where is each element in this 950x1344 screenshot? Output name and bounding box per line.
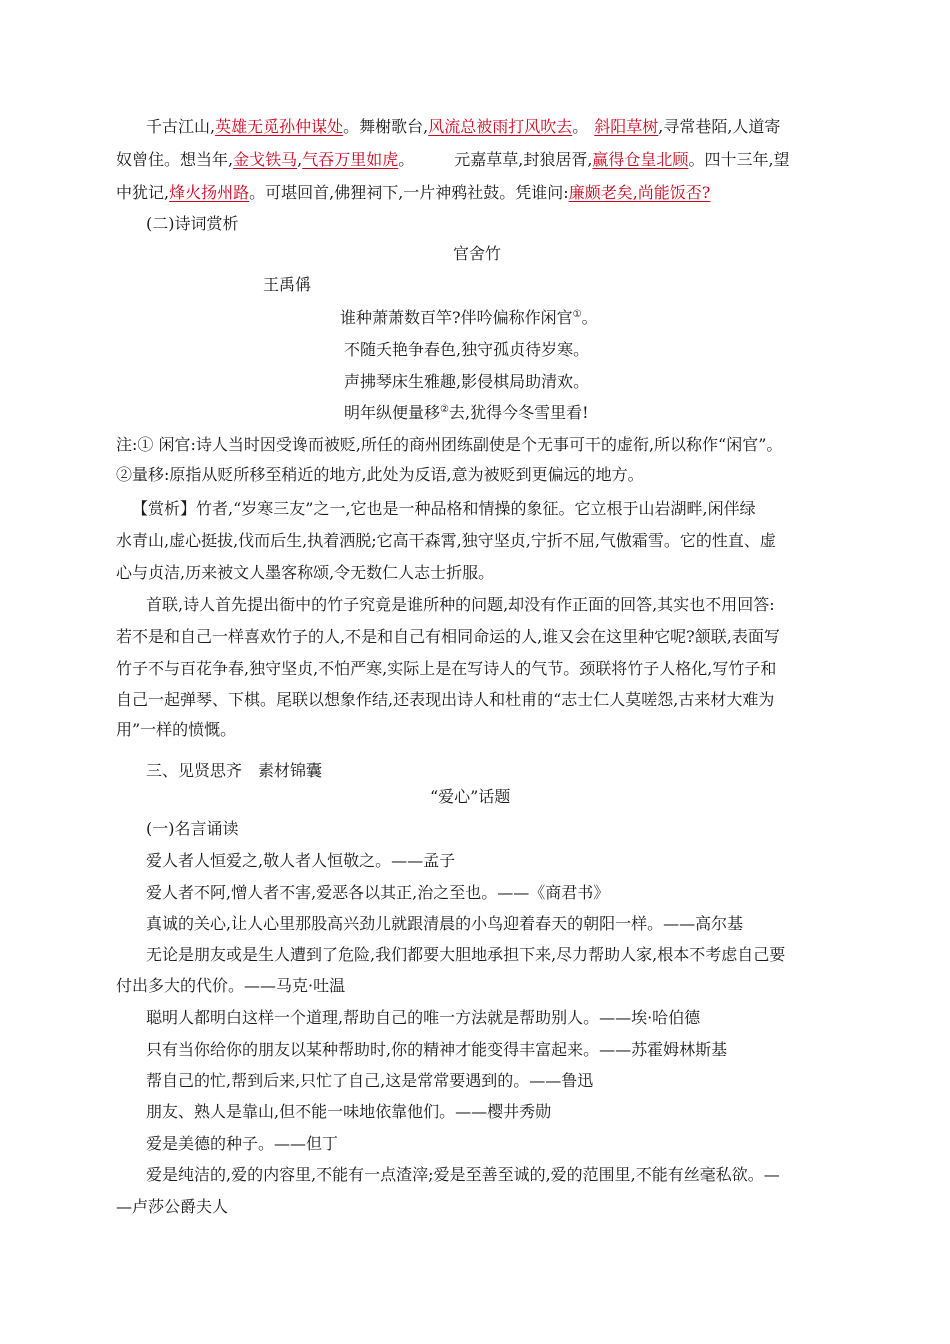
poem-text: ,寻常巷陌,人道寄 <box>658 117 781 136</box>
poem-text: 。可堪回首,佛狸祠下,一片神鸦社鼓。凭谁问: <box>249 183 569 202</box>
poem-text: 。 <box>572 117 589 136</box>
quote: 聪明人都明白这样一个道理,帮助自己的唯一方法就是帮助别人。——埃·哈伯德 <box>146 1008 701 1027</box>
poem-line-3 <box>116 182 710 204</box>
poem-line-1 <box>146 116 780 138</box>
quote: 爱人者人恒爱之,敬人者人恒敬之。——孟子 <box>146 851 456 870</box>
footnote: 注:① 闲官:诗人当时因受谗而被贬,所任的商州团练副使是个无事可干的虚衔,所以称作“闲官”。 <box>116 435 783 454</box>
quote: 爱是美德的种子。——但丁 <box>146 1134 339 1153</box>
quote: —卢莎公爵夫人 <box>116 1197 229 1216</box>
topic-title: “爱心”话题 <box>430 787 511 806</box>
section-heading: (二)诗词赏析 <box>146 214 239 233</box>
quote: 爱人者不阿,憎人者不害,爱恶各以其正,治之至也。——《商君书》 <box>146 883 610 902</box>
analysis-paragraph: 用”一样的愤慨。 <box>116 720 237 739</box>
footnote-marker: ② <box>440 404 449 415</box>
highlighted-phrase: 烽火扬州路 <box>169 183 250 202</box>
footnote: ②量移:原指从贬所移至稍近的地方,此处为反语,意为被贬到更偏远的地方。 <box>116 465 644 484</box>
poem-verse <box>340 307 598 329</box>
quote: 无论是朋友或是生人遭到了危险,我们都要大胆地承担下来,尽力帮助人家,根本不考虑自己要 <box>146 945 786 964</box>
verse-text: 谁种萧萧数百竿?伴吟偏称作闲官 <box>340 308 573 327</box>
footnote-marker: ① <box>572 309 582 320</box>
poem-title: 官舍竹 <box>453 244 502 263</box>
poem-verse <box>344 339 589 361</box>
subsection-heading: (一)名言诵读 <box>146 819 239 838</box>
verse-text: 明年纵便量移 <box>344 403 441 422</box>
verse-text: 不随夭艳争春色,独守孤贞待岁寒。 <box>344 340 590 359</box>
poem-text: , <box>297 150 303 169</box>
analysis-paragraph: 若不是和自己一样喜欢竹子的人,不是和自己有相同命运的人,谁又会在这里种它呢?颔联,表面写 <box>116 627 780 646</box>
verse-text: 去,犹得今冬雪里看! <box>448 403 589 422</box>
poem-author: 王禹偁 <box>263 275 312 294</box>
quote: 帮自己的忙,帮到后来,只忙了自己,这是常常要遇到的。——鲁迅 <box>146 1071 594 1090</box>
poem-line-2 <box>116 149 790 171</box>
analysis-paragraph: 竹子不与百花争春,独守坚贞,不怕严寒,实际上是在写诗人的气节。颈联将竹子人格化,写竹子和 <box>116 659 777 678</box>
highlighted-phrase: 廉颇老矣,尚能饭否? <box>568 183 711 202</box>
quote: 付出多大的代价。——马克·吐温 <box>116 976 346 995</box>
poem-text: 。 <box>398 150 415 169</box>
poem-text: 。舞榭歌台, <box>343 117 429 136</box>
section-heading: 三、见贤思齐 素材锦囊 <box>146 761 323 780</box>
quote: 爱是纯洁的,爱的内容里,不能有一点渣滓;爱是至善至诚的,爱的范围里,不能有丝毫私欲。— <box>146 1165 780 1184</box>
quote: 只有当你给你的朋友以某种帮助时,你的精神才能变得丰富起来。——苏霍姆林斯基 <box>146 1040 728 1059</box>
analysis-paragraph: 自己一起弹琴、下棋。尾联以想象作结,还表现出诗人和杜甫的“志士仁人莫嗟怨,古来材大难为 <box>116 690 775 709</box>
highlighted-phrase: 金戈铁马 <box>233 150 298 169</box>
highlighted-phrase: 赢得仓皇北顾 <box>592 150 689 169</box>
poem-verse <box>344 402 589 424</box>
poem-text: 千古江山, <box>146 117 216 136</box>
highlighted-phrase: 斜阳草树 <box>594 117 659 136</box>
quote: 真诚的关心,让人心里那股高兴劲儿就跟清晨的小鸟迎着春天的朝阳一样。——高尔基 <box>146 914 744 933</box>
highlighted-phrase: 气吞万里如虎 <box>302 150 399 169</box>
poem-text: 中犹记, <box>116 183 170 202</box>
appreciation-paragraph: 【赏析】竹者,“岁寒三友”之一,它也是一种品格和情操的象征。它立根于山岩湖畔,闲伴绿 <box>132 499 756 518</box>
appreciation-paragraph: 心与贞洁,历来被文人墨客称颂,令无数仁人志士折服。 <box>116 563 495 582</box>
poem-text: 。四十三年,望 <box>688 150 790 169</box>
poem-verse <box>344 371 589 393</box>
verse-text: 声拂琴床生雅趣,影侵棋局助清欢。 <box>344 372 590 391</box>
poem-text: 奴曾住。想当年, <box>116 150 234 169</box>
analysis-paragraph: 首联,诗人首先提出衙中的竹子究竟是谁所种的问题,却没有作正面的回答,其实也不用回答: <box>146 595 775 614</box>
quote: 朋友、熟人是靠山,但不能一味地依靠他们。——樱井秀勋 <box>146 1102 552 1121</box>
poem-text: 元嘉草草,封狼居胥, <box>454 150 593 169</box>
verse-text: 。 <box>581 308 598 327</box>
highlighted-phrase: 英雄无觅孙仲谋处 <box>215 117 344 136</box>
highlighted-phrase: 风流总被雨打风吹去 <box>428 117 573 136</box>
appreciation-paragraph: 水青山,虚心挺拔,伐而后生,执着洒脱;它高干森霄,独守坚贞,宁折不屈,气傲霜雪。它的性直、虚 <box>116 531 776 550</box>
